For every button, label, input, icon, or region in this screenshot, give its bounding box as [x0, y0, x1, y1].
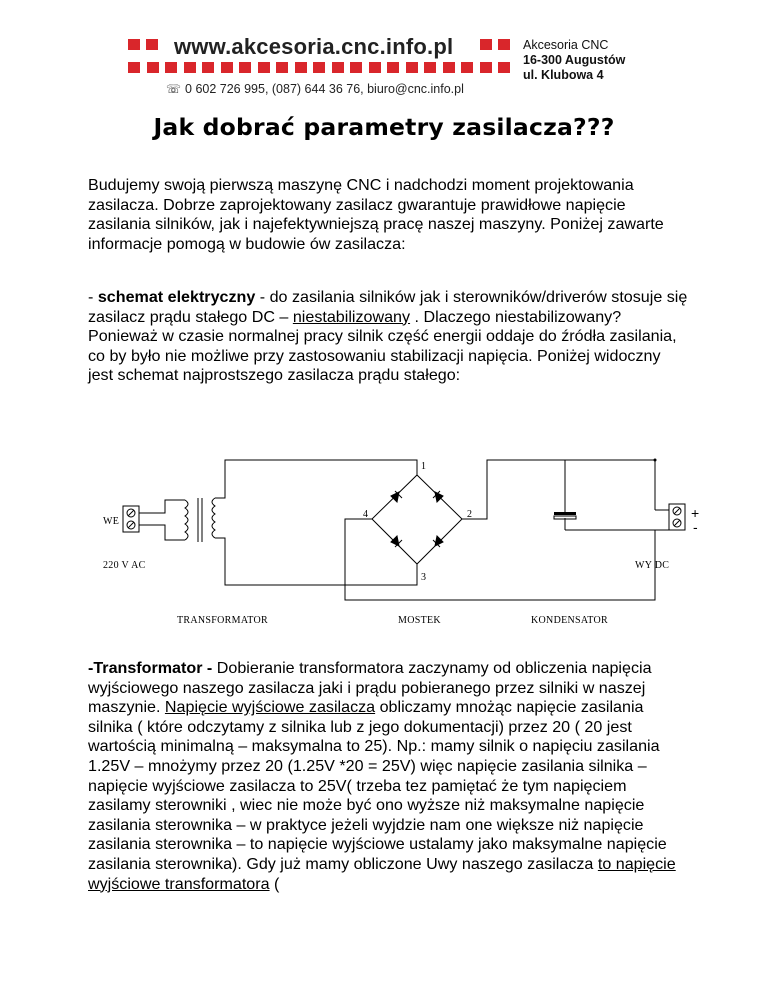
- text-span: (: [269, 874, 280, 893]
- logo-square: [498, 62, 510, 73]
- contact-line: [166, 82, 464, 96]
- logo-square: [128, 62, 140, 73]
- logo-square: [146, 39, 158, 50]
- logo-square: [332, 62, 344, 73]
- output-terminal: [669, 504, 685, 530]
- logo-square: [165, 62, 177, 73]
- logo-square: [369, 62, 381, 73]
- logo-square: [350, 62, 362, 73]
- logo-square: [221, 62, 233, 73]
- capacitor-plate-positive: [554, 512, 576, 515]
- logo-square: [128, 39, 140, 50]
- intro-paragraph: Budujemy swoją pierwszą maszynę CNC i nadchodzi moment projektowania zasilacza. Dobrze zaprojektowany zasilacz gwarantuje prawidłowe napięcie zasilania silników, jak i najefektywniejszą pracę naszej maszyny. Poniżej zawarte informacje pomogą w budowie ów zasilacza:: [88, 176, 664, 253]
- contact-text: 0 602 726 995, (087) 644 36 76, biuro@cnc.info.pl: [185, 82, 464, 96]
- page-title: Jak dobrać parametry zasilacza???: [153, 113, 615, 141]
- secondary-coil: [212, 498, 215, 538]
- logo-square: [387, 62, 399, 73]
- logo-square: [480, 39, 492, 50]
- label-voltage: 220 V AC: [103, 560, 146, 571]
- logo-square: [239, 62, 251, 73]
- pin-label: 3: [421, 572, 427, 583]
- underlined-term: Napięcie wyjściowe zasilacza: [164, 698, 376, 717]
- logo-square: [424, 62, 436, 73]
- label-capacitor: KONDENSATOR: [531, 615, 609, 626]
- label-output: WY DC: [635, 560, 670, 571]
- text-span: Dobieranie transformatora zaczynamy od obliczenia napięcia wyjściowego naszego zasilacza jaki i prądu pobieranego przez silniki w naszej maszynie.: [88, 659, 652, 717]
- pin-label: 4: [363, 509, 369, 520]
- logo-square: [202, 62, 214, 73]
- company-address: [523, 38, 625, 83]
- minus-sign: -: [693, 519, 698, 535]
- dash: -: [88, 288, 98, 306]
- logo-square: [443, 62, 455, 73]
- diode: [435, 492, 443, 502]
- text-span: . Dlaczego niestabilizowany? Ponieważ w czasie normalnej pracy silnik część energii oddaje do źródła zasilania, co by było nie możliwe przy zastosowaniu stabilizacji napięcia. Poniżej widoczny jest schemat najprostszego zasilacza prądu stałego:: [88, 307, 677, 385]
- plus-sign: +: [691, 505, 700, 521]
- power-supply-schematic: [95, 452, 700, 632]
- logo-square: [258, 62, 270, 73]
- pin-label: 1: [421, 461, 427, 472]
- primary-coil: [185, 500, 188, 540]
- logo-square: [498, 39, 510, 50]
- label-input: WE: [103, 516, 120, 527]
- company-street: ul. Klubowa 4: [523, 68, 604, 82]
- logo-square: [406, 62, 418, 73]
- text-span: - do zasilania silników jak i sterowników/driverów stosuje się zasilacz prądu stałego DC –: [88, 288, 688, 326]
- transformer-paragraph: [88, 659, 688, 894]
- underlined-term: niestabilizowany: [292, 307, 411, 326]
- logo-square: [313, 62, 325, 73]
- diode: [435, 536, 443, 546]
- label-transformer: TRANSFORMATOR: [177, 615, 268, 626]
- capacitor-plate-negative: [554, 516, 576, 519]
- rectifier-bridge: [372, 475, 462, 564]
- bold-term: schemat elektryczny: [97, 288, 256, 306]
- underlined-term: to napięcie wyjściowe transformatora: [88, 854, 676, 893]
- schematic-paragraph: [88, 288, 688, 386]
- logo-square: [461, 62, 473, 73]
- text-span: obliczamy mnożąc napięcie zasilania silnika ( które odczytamy z silnika lub z jego dokumentacji) przez 20 ( 20 jest wartością minimalną – maksymalna to 25). Np.: mamy silnik o napięciu zasilania 1.25V – mnożymy przez 20 (1.25V *20 = 25V) więc napięcie zasilania silnika – napięcie wyjściowe zasilacza to 25V( trzeba tez pamiętać że tym napięciem zasilamy sterowniki , wiec nie może być ono wyższe niż maksymalne napięcie zasilania sterownika – w praktyce jeżeli wyjdzie nam one większe niż napięcie zasilania sterownika – to napięcie wyjściowe ustalamy jako maksymalne napięcie zasilania sterownika). Gdy już mamy obliczone Uwy naszego zasilacza: [88, 698, 667, 873]
- logo-square: [480, 62, 492, 73]
- logo-square: [147, 62, 159, 73]
- bold-term: -Transformator -: [88, 659, 217, 677]
- pin-label: 2: [467, 509, 473, 520]
- label-bridge: MOSTEK: [398, 615, 441, 626]
- company-name: Akcesoria CNC: [523, 38, 609, 52]
- schematic-svg: [95, 452, 700, 632]
- logo-square: [295, 62, 307, 73]
- logo-square: [276, 62, 288, 73]
- input-terminal: [123, 506, 139, 532]
- site-url[interactable]: www.akcesoria.cnc.info.pl: [174, 34, 454, 59]
- company-postal: 16-300 Augustów: [523, 53, 626, 67]
- logo-square: [184, 62, 196, 73]
- phone-icon: ☏: [166, 82, 182, 96]
